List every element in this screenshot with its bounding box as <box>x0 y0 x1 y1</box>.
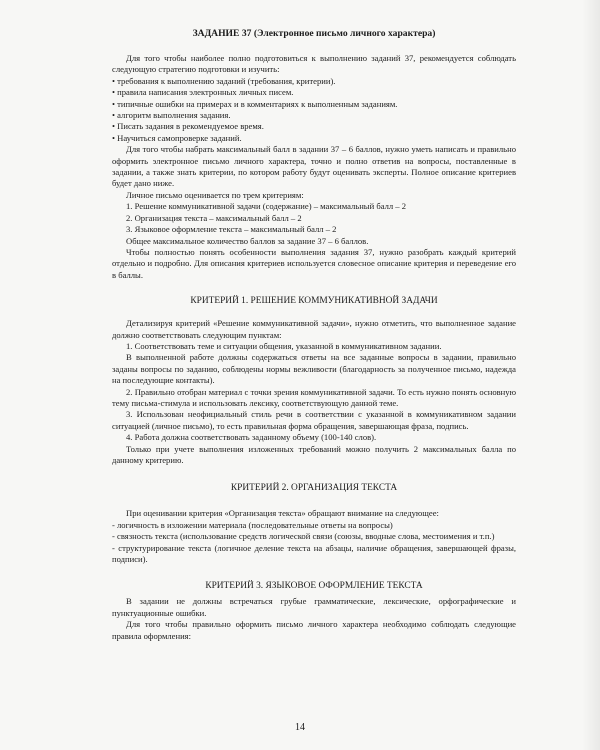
paragraph: В выполненной работе должны содержаться ответы на все заданные вопросы в задании, правильно заданы вопросы по заданию, соблюдены нормы вежливости (благодарность за полученное письмо, надежда на последующие контакты). <box>112 352 516 386</box>
page-title: ЗАДАНИЕ 37 (Электронное письмо личного характера) <box>192 28 436 39</box>
criteria-list-item: 3. Языковое оформление текста – максимальный балл – 2 <box>126 224 337 235</box>
bullet-item: • Научиться самопроверке заданий. <box>112 132 242 143</box>
list-item: - структурирование текста (логичное деление текста на абзацы, наличие обращения, завершающей фразы, подписи). <box>112 542 516 565</box>
paragraph: Детализируя критерий «Решение коммуникативной задачи», нужно отметить, что выполненное задание должно соответствовать следующим пунктам: <box>112 318 516 340</box>
section-heading-criterion-2: КРИТЕРИЙ 2. ОРГАНИЗАЦИЯ ТЕКСТА <box>230 483 398 494</box>
intro-paragraph: Личное письмо оценивается по трем критериям: <box>126 189 304 200</box>
bullet-item: • требования к выполнению заданий (требования, критерии). <box>112 75 336 86</box>
criteria-list-item: 2. Организация текста – максимальный балл – 2 <box>126 212 302 223</box>
bullet-item: • Писать задания в рекомендуемое время. <box>112 121 264 132</box>
list-item: - связность текста (использование средств логической связи (союзы, вводные слова, местоимения и т.п.) <box>112 531 495 542</box>
bullet-item: • алгоритм выполнения задания. <box>112 110 231 121</box>
bullet-item: • типичные ошибки на примерах и в комментариях к выполненным заданиям. <box>112 98 398 109</box>
paragraph: В задании не должны встречаться грубые грамматические, лексические, орфографические и пунктуационные ошибки. <box>112 596 516 618</box>
page-edge-shadow <box>582 0 600 750</box>
section-heading-criterion-3: КРИТЕРИЙ 3. ЯЗЫКОВОЕ ОФОРМЛЕНИЕ ТЕКСТА <box>205 581 423 592</box>
page-number: 14 <box>295 722 305 733</box>
intro-paragraph: Общее максимальное количество баллов за задание 37 – 6 баллов. <box>126 235 369 246</box>
intro-paragraph: Для того чтобы наиболее полно подготовиться к выполнению заданий 37, рекомендуется соблюдать следующую стратегию подготовки и изучить: <box>112 53 516 75</box>
paragraph: 3. Использован неофициальный стиль речи в соответствии с указанной в коммуникативном задании ситуацией (личное письмо), то есть правильная форма обращения, завершающая фраза, подпись. <box>112 409 516 431</box>
paragraph: Только при учете выполнения изложенных требований можно получить 2 максимальных балла по данному критерию. <box>112 443 516 465</box>
paragraph: 1. Соответствовать теме и ситуации общения, указанной в коммуникативном задании. <box>126 340 442 351</box>
paragraph: При оценивании критерия «Организация текста» обращают внимание на следующее: <box>126 508 439 519</box>
paragraph: 4. Работа должна соответствовать заданному объему (100-140 слов). <box>126 432 377 443</box>
intro-paragraph: Для того чтобы набрать максимальный балл в задании 37 – 6 баллов, нужно уметь написать и правильно оформить электронное письмо личного характера, точно и полно ответив на вопросы, поставленные в задании, а также знать критерии, по котором работу будут оценивать эксперты. Полное описание критериев будет дано ниже. <box>112 144 516 189</box>
paragraph: Для того чтобы правильно оформить письмо личного характера необходимо соблюдать следующие правила оформления: <box>112 619 516 641</box>
intro-paragraph: Чтобы полностью понять особенности выполнения задания 37, нужно разобрать каждый критерий отдельно и подробно. Для описания критериев используется словесное описание критерия и переведение его в баллы. <box>112 246 516 280</box>
list-item: - логичность в изложении материала (последовательные ответы на вопросы) <box>112 519 393 530</box>
bullet-item: • правила написания электронных личных писем. <box>112 87 294 98</box>
paragraph: 2. Правильно отобран материал с точки зрения коммуникативной задачи. То есть нужно понять основную тему письма-стимула и использовать лексику, соответствующую данной теме. <box>112 386 516 408</box>
section-heading-criterion-1: КРИТЕРИЙ 1. РЕШЕНИЕ КОММУНИКАТИВНОЙ ЗАДАЧИ <box>190 296 438 307</box>
criteria-list-item: 1. Решение коммуникативной задачи (содержание) – максимальный балл – 2 <box>126 201 407 212</box>
page-content <box>112 27 516 642</box>
